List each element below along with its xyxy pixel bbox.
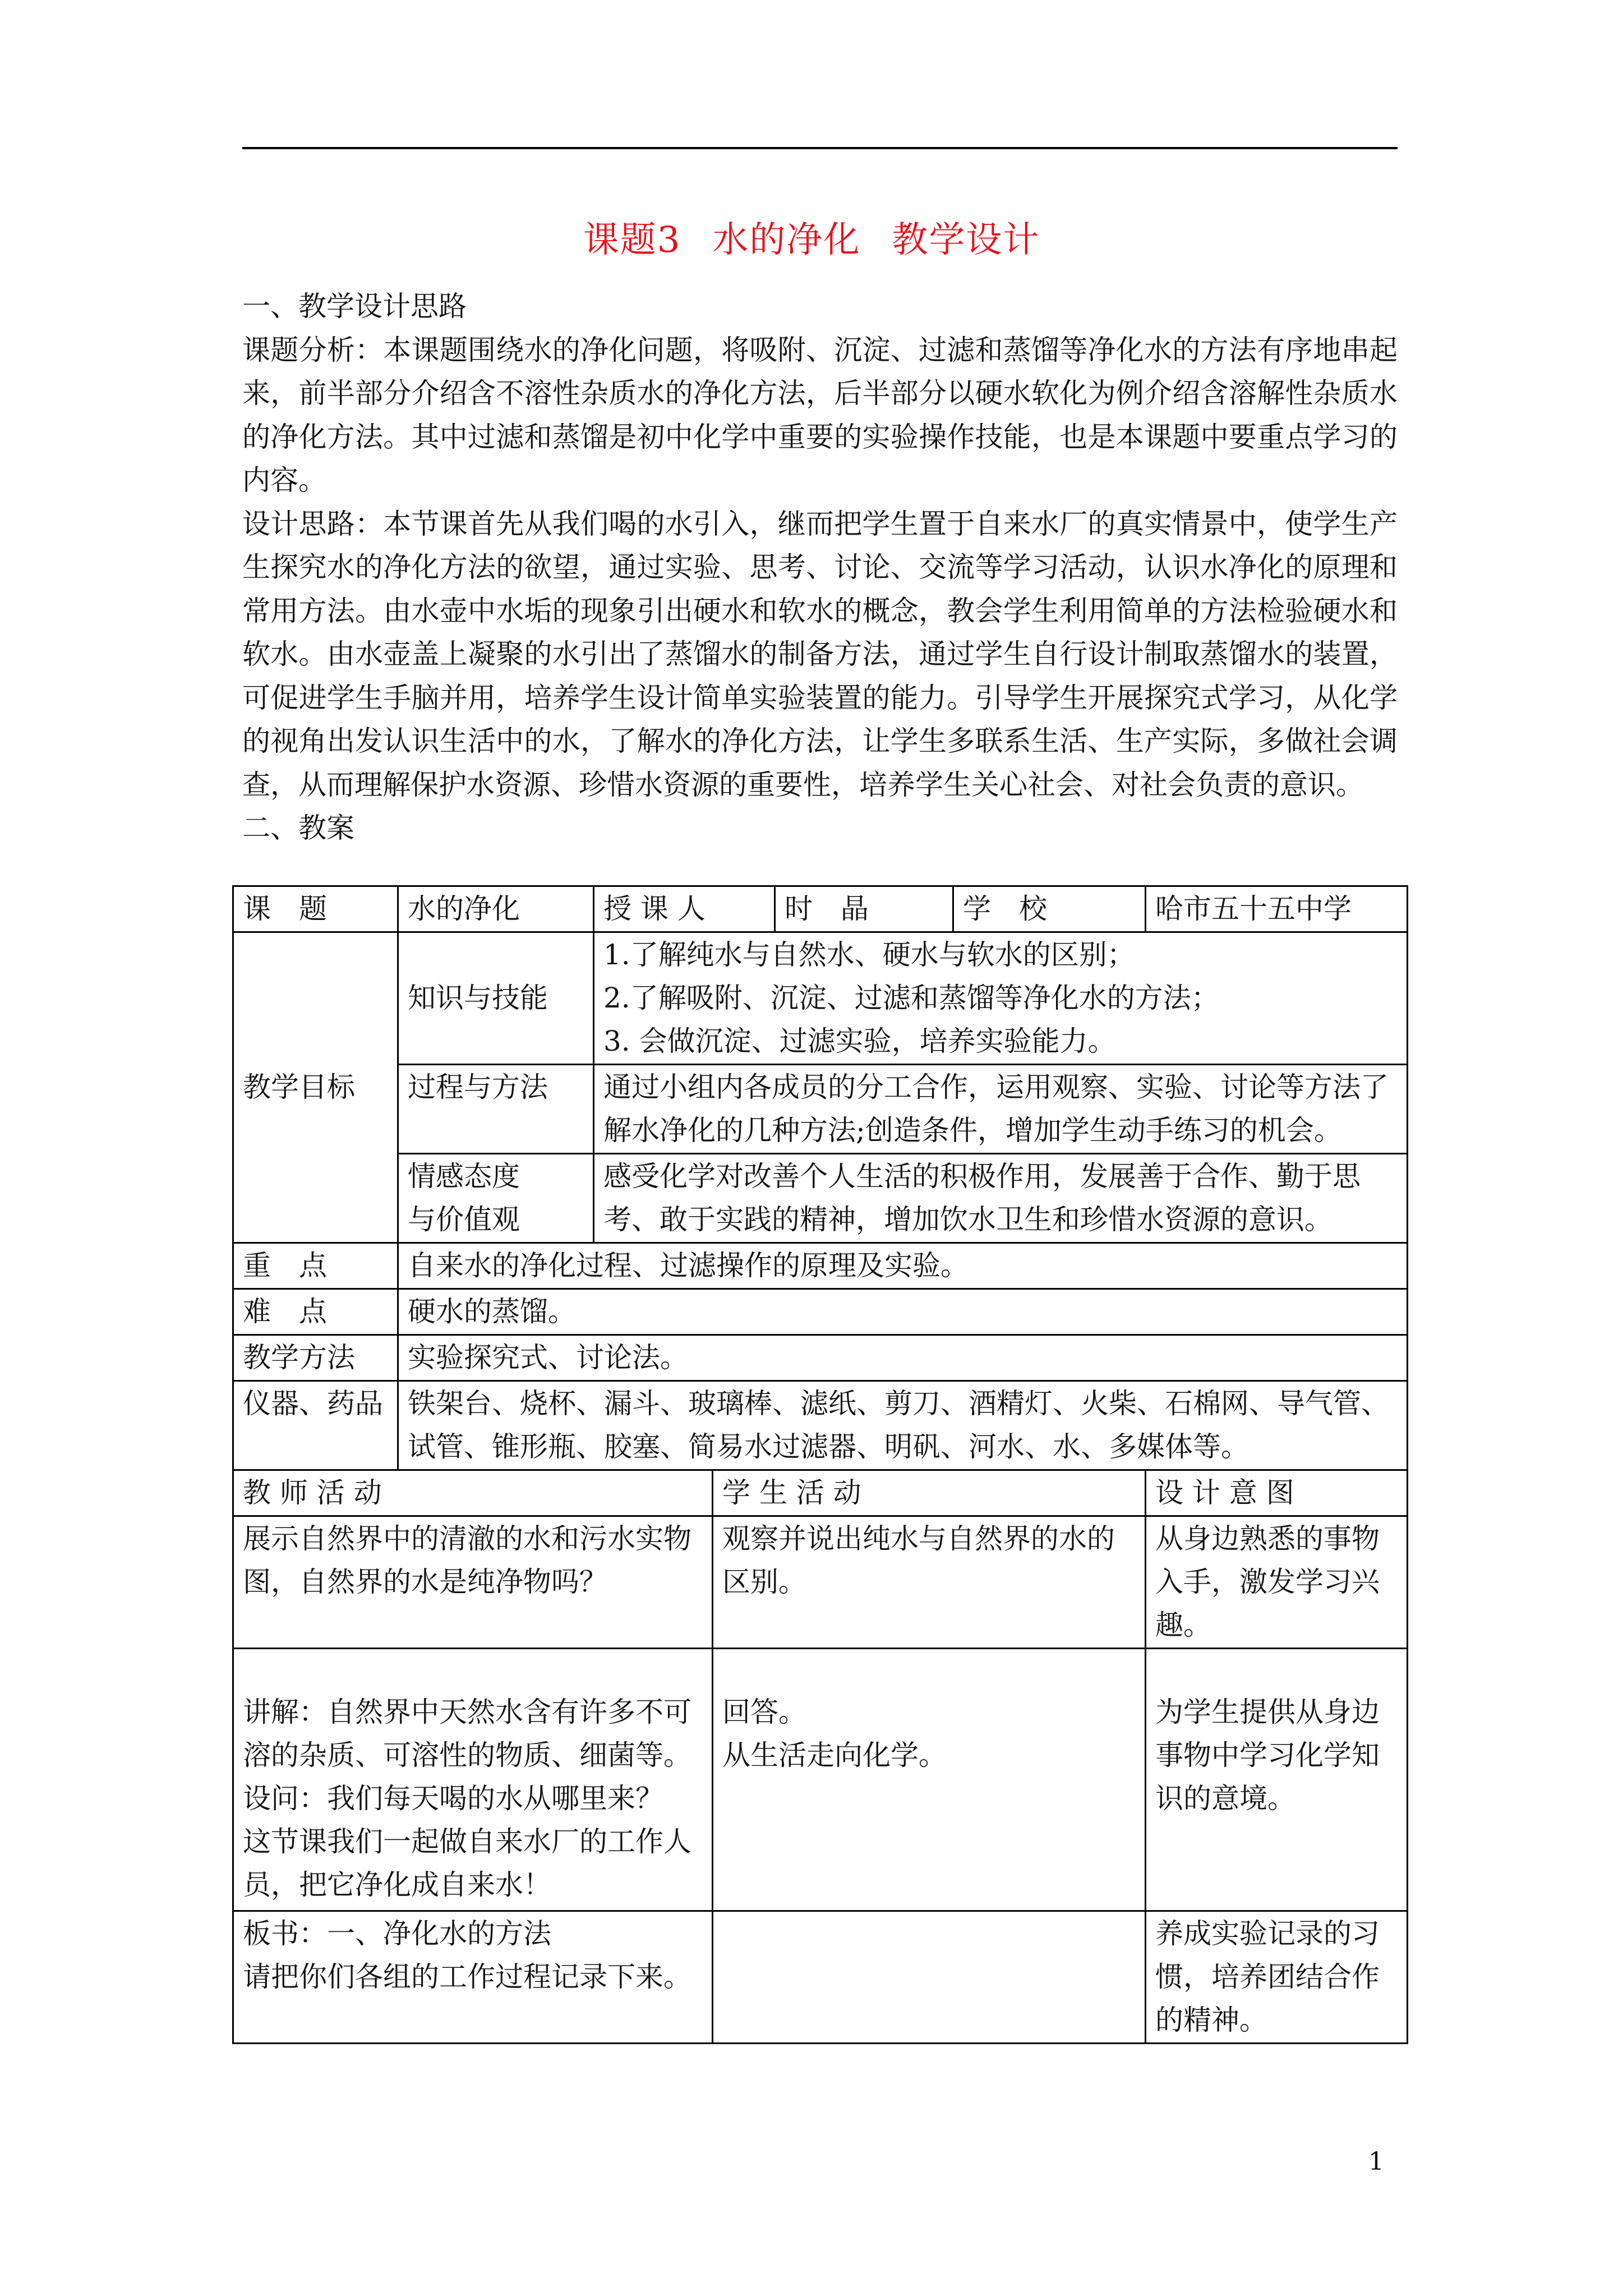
key-point-row [233,1243,1408,1289]
activity-3-teacher-line-2: 请把你们各组的工作过程记录下来。 [243,1961,691,1993]
activity-2-teacher-line-2: 设问：我们每天喝的水从哪里来？ [243,1782,663,1815]
lesson-plan-table [232,885,1408,2044]
activity-row-1 [233,1516,1408,1649]
activity-3-teacher-line-1: 板书：一、净化水的方法 [243,1917,551,1950]
school-label: 学 校 [953,886,1146,932]
document-title [0,218,1623,263]
school-value: 哈市五十五中学 [1146,886,1408,932]
teacher-label: 授 课 人 [594,886,775,932]
activity-header-row [233,1470,1408,1516]
equipment-label: 仪器、药品 [233,1381,398,1470]
process-content: 通过小组内各成员的分工合作，运用观察、实验、讨论等方法了解水净化的几种方法;创造条件，增加学生动手练习的机会。 [594,1065,1408,1154]
objectives-label: 教学目标 [233,932,398,1243]
equipment-value: 铁架台、烧杯、漏斗、玻璃棒、滤纸、剪刀、酒精灯、火柴、石棉网、导气管、试管、锥形瓶、胶塞、简易水过滤器、明矾、河水、水、多媒体等。 [398,1381,1408,1470]
activity-2-student-line-2: 从生活走向化学。 [722,1739,947,1772]
activity-1-intent: 从身边熟悉的事物入手，激发学习兴趣。 [1146,1516,1408,1649]
teacher-activity-header: 教 师 活 动 [233,1470,713,1516]
analysis-paragraph: 课题分析：本课题围绕水的净化问题，将吸附、沉淀、过滤和蒸馏等净化水的方法有序地串起来，前半部分介绍含不溶性杂质水的净化方法，后半部分以硬水软化为例介绍含溶解性杂质水的净化方法。其中过滤和蒸馏是初中化学中重要的实验操作技能，也是本课题中要重点学习的内容。 [242,333,1398,496]
process-label: 过程与方法 [398,1065,594,1154]
page-number: 1 [1368,2147,1384,2176]
activity-row-2 [233,1649,1408,1911]
intent-header: 设 计 意 图 [1146,1470,1408,1516]
activity-3-student [713,1911,1146,2044]
difficulty-label: 难 点 [233,1289,398,1335]
topic-label: 课 题 [233,886,398,932]
activity-2-teacher [233,1649,713,1911]
emotion-label [398,1154,594,1243]
info-row [233,886,1408,932]
design-section [242,285,1398,850]
section2-heading: 二、教案 [242,812,354,844]
activity-2-student [713,1649,1146,1911]
activity-3-teacher [233,1911,713,2044]
key-point-label: 重 点 [233,1243,398,1289]
knowledge-line-1: 1.了解纯水与自然水、硬水与软水的区别； [603,938,1135,971]
method-value: 实验探究式、讨论法。 [398,1335,1408,1381]
difficulty-row [233,1289,1408,1335]
student-activity-header: 学 生 活 动 [713,1470,1146,1516]
objective-knowledge-row [233,932,1408,1065]
title-topic: 水的净化 [712,219,861,261]
time-label: 时 晶 [775,886,953,932]
equipment-row [233,1381,1408,1470]
activity-2-student-line-1: 回答。 [722,1696,806,1728]
activity-1-student: 观察并说出纯水与自然界的水的区别。 [713,1516,1146,1649]
knowledge-content [594,932,1408,1065]
emotion-label-line-2: 与价值观 [408,1203,520,1236]
knowledge-line-2: 2.了解吸附、沉淀、过滤和蒸馏等净化水的方法； [603,982,1219,1014]
difficulty-value: 硬水的蒸馏。 [398,1289,1408,1335]
header-rule [242,147,1398,149]
knowledge-label: 知识与技能 [398,932,594,1065]
knowledge-line-3: 3. 会做沉淀、过滤实验，培养实验能力。 [603,1025,1116,1057]
title-prefix: 课题3 [583,219,681,261]
activity-row-3 [233,1911,1408,2044]
method-row [233,1335,1408,1381]
design-idea-paragraph: 设计思路：本节课首先从我们喝的水引入，继而把学生置于自来水厂的真实情景中，使学生产生探究水的净化方法的欲望，通过实验、思考、讨论、交流等学习活动，认识水净化的原理和常用方法。由水壶中水垢的现象引出硬水和软水的概念，教会学生利用简单的方法检验硬水和软水。由水壶盖上凝聚的水引出了蒸馏水的制备方法，通过学生自行设计制取蒸馏水的装置，可促进学生手脑并用，培养学生设计简单实验装置的能力。引导学生开展探究式学习，从化学的视角出发认识生活中的水，了解水的净化方法，让学生多联系生活、生产实际，多做社会调查，从而理解保护水资源、珍惜水资源的重要性，培养学生关心社会、对社会负责的意识。 [242,507,1398,801]
section1-heading: 一、教学设计思路 [242,290,467,323]
emotion-label-line-1: 情感态度 [408,1160,520,1193]
emotion-content: 感受化学对改善个人生活的积极作用，发展善于合作、勤于思考、敢于实践的精神，增加饮水卫生和珍惜水资源的意识。 [594,1154,1408,1243]
topic-value: 水的净化 [398,886,594,932]
activity-2-teacher-line-3: 这节课我们一起做自来水厂的工作人员，把它净化成自来水！ [243,1825,691,1901]
title-suffix: 教学设计 [892,219,1040,261]
objective-emotion-row [233,1154,1408,1243]
activity-3-intent: 养成实验记录的习惯，培养团结合作的精神。 [1146,1911,1408,2044]
activity-2-intent: 为学生提供从身边事物中学习化学知识的意境。 [1146,1649,1408,1911]
activity-2-teacher-line-1: 讲解：自然界中天然水含有许多不可溶的杂质、可溶性的物质、细菌等。 [243,1696,691,1772]
activity-1-teacher: 展示自然界中的清澈的水和污水实物图，自然界的水是纯净物吗？ [233,1516,713,1649]
method-label: 教学方法 [233,1335,398,1381]
objective-process-row [233,1065,1408,1154]
key-point-value: 自来水的净化过程、过滤操作的原理及实验。 [398,1243,1408,1289]
